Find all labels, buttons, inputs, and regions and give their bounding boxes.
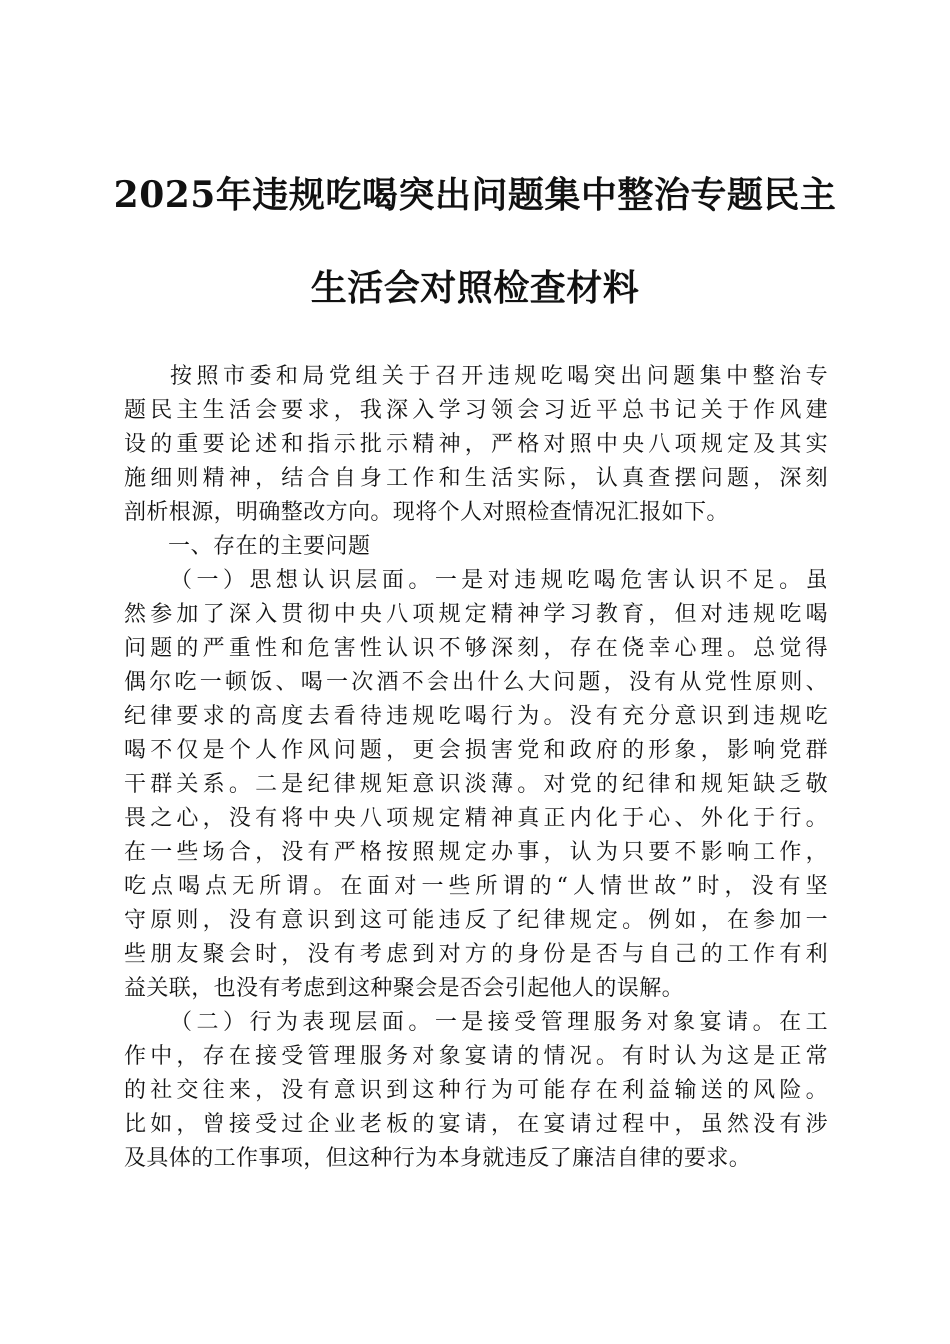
- paragraph-line: 喝不仅是个人作风问题，更会损害党和政府的形象，影响党群: [124, 738, 828, 763]
- paragraph-line: （二）行为表现层面。一是接受管理服务对象宴请。在工: [170, 1010, 828, 1035]
- paragraph-line: 然参加了深入贯彻中央八项规定精神学习教育，但对违规吃喝: [124, 602, 828, 627]
- paragraph-line: 畏之心，没有将中央八项规定精神真正内化于心、外化于行。: [124, 806, 828, 831]
- document-title-line-1: 2025年违规吃喝突出问题集中整治专题民主: [113, 174, 837, 216]
- document-title-line-2: 生活会对照检查材料: [310, 267, 640, 309]
- paragraph-line: 及具体的工作事项，但这种行为本身就违反了廉洁自律的要求。: [124, 1146, 752, 1171]
- paragraph-line: 作中，存在接受管理服务对象宴请的情况。有时认为这是正常: [124, 1044, 828, 1069]
- paragraph-line: 些朋友聚会时，没有考虑到对方的身份是否与自己的工作有利: [124, 942, 828, 967]
- document-body: [124, 360, 828, 1176]
- section-heading: 一、存在的主要问题: [168, 534, 371, 559]
- paragraph-line: 设的重要论述和指示批示精神，严格对照中央八项规定及其实: [124, 432, 828, 457]
- paragraph-line: 施细则精神，结合自身工作和生活实际，认真查摆问题，深刻: [124, 466, 828, 491]
- paragraph-line: 按照市委和局党组关于召开违规吃喝突出问题集中整治专: [170, 364, 828, 389]
- paragraph-line: （一）思想认识层面。一是对违规吃喝危害认识不足。虽: [170, 568, 828, 593]
- paragraph-line: 干群关系。二是纪律规矩意识淡薄。对党的纪律和规矩缺乏敬: [124, 772, 828, 797]
- paragraph-thinking: [124, 564, 828, 1006]
- paragraph-line: 守原则，没有意识到这可能违反了纪律规定。例如，在参加一: [124, 908, 828, 933]
- paragraph-line: 问题的严重性和危害性认识不够深刻，存在侥幸心理。总觉得: [124, 636, 828, 661]
- paragraph-line: 偶尔吃一顿饭、喝一次酒不会出什么大问题，没有从党性原则、: [124, 670, 828, 695]
- paragraph-line: 剖析根源，明确整改方向。现将个人对照检查情况汇报如下。: [124, 500, 729, 525]
- paragraph-behavior: [124, 1006, 828, 1176]
- paragraph-line: 在一些场合，没有严格按照规定办事，认为只要不影响工作，: [124, 840, 828, 865]
- paragraph-line: 比如，曾接受过企业老板的宴请，在宴请过程中，虽然没有涉: [124, 1112, 828, 1137]
- paragraph-line: 吃点喝点无所谓。在面对一些所谓的“人情世故”时，没有坚: [124, 874, 828, 899]
- paragraph-line: 的社交往来，没有意识到这种行为可能存在利益输送的风险。: [124, 1078, 828, 1103]
- intro-paragraph: [124, 360, 828, 530]
- paragraph-line: 纪律要求的高度去看待违规吃喝行为。没有充分意识到违规吃: [124, 704, 828, 729]
- paragraph-line: 题民主生活会要求，我深入学习领会习近平总书记关于作风建: [124, 398, 828, 423]
- paragraph-line: 益关联，也没有考虑到这种聚会是否会引起他人的误解。: [124, 976, 685, 1001]
